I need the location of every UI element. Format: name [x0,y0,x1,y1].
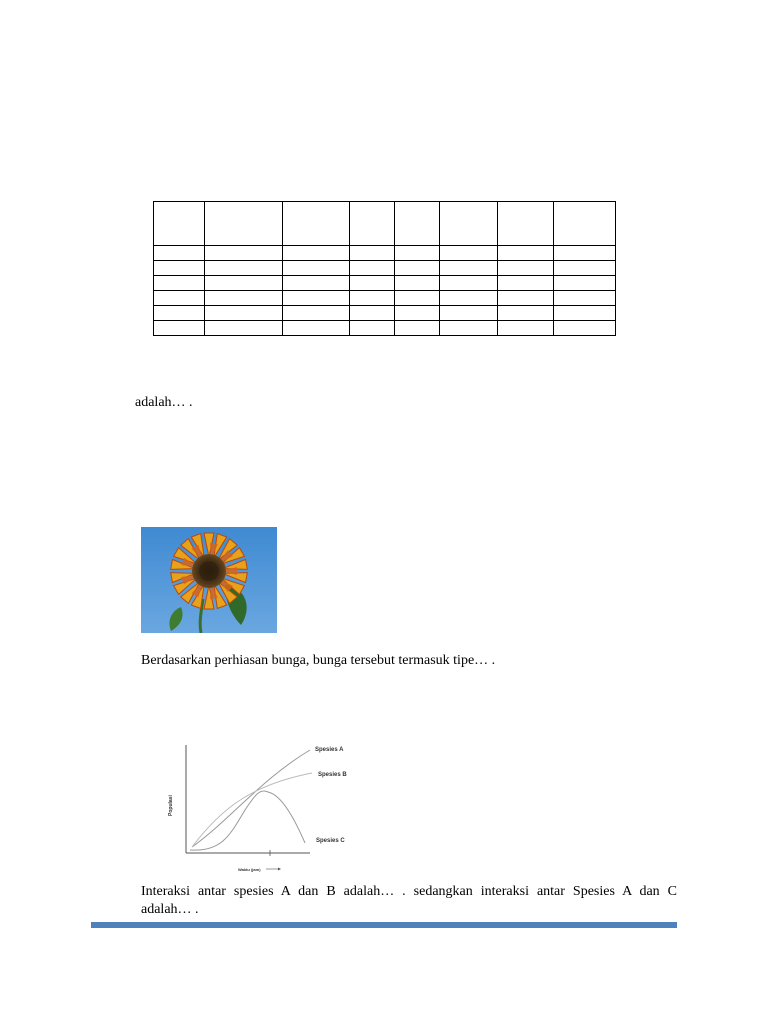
table-row [154,291,616,306]
question-text-1: adalah… . [135,395,193,410]
table-row [154,321,616,336]
label-spesies-c: Spesies C [316,838,345,844]
curve-spesies-b [192,773,312,847]
label-spesies-a: Spesies A [315,747,344,753]
population-graph [160,740,370,875]
arrow-right-icon [278,868,281,871]
table-row [154,276,616,291]
table-row [154,306,616,321]
curve-spesies-a [192,750,310,847]
question-text-3-line-2: adalah… . [141,902,199,917]
y-axis-label: Populasi [168,795,174,816]
label-spesies-b: Spesies B [318,772,347,778]
x-axis-label: Waktu (jam) [238,867,261,872]
sunflower-photo [141,527,277,633]
table-header-row [154,202,616,246]
question-text-2: Berdasarkan perhiasan bunga, bunga tersebut termasuk tipe… . [141,653,496,668]
curve-spesies-c [190,791,305,850]
question-text-3 [141,883,677,919]
question-text-3-line-1: Interaksi antar spesies A dan B adalah… . sedangkan interaksi antar Spesies A dan C [141,884,677,899]
footer-bar [91,922,677,928]
empty-data-table [153,201,616,336]
table-row [154,261,616,276]
table-row [154,246,616,261]
